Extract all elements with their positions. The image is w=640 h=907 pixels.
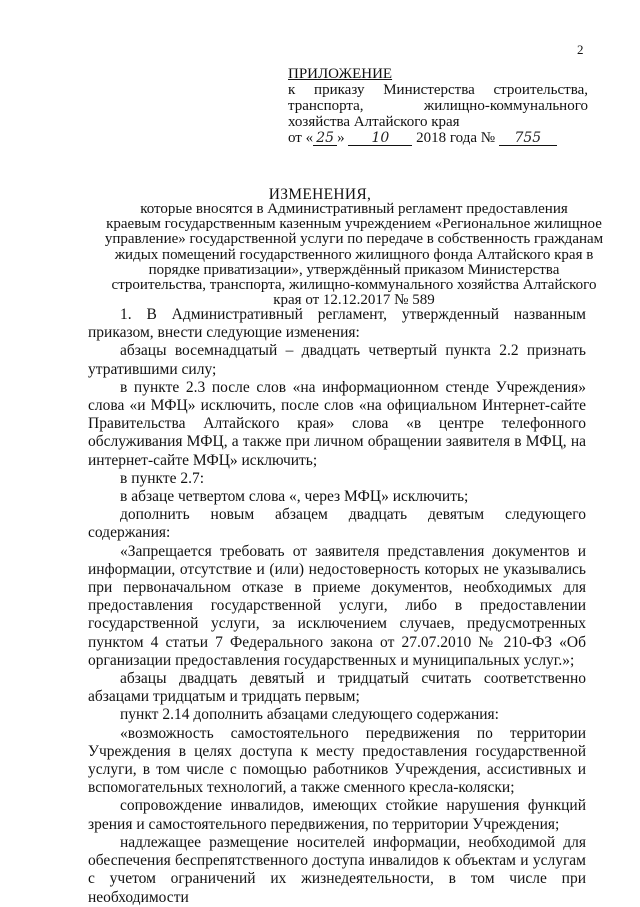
date-prefix: от « xyxy=(288,130,314,146)
paragraph: 1. В Административный регламент, утвержденный названным приказом, внести следующие изменения: xyxy=(88,306,586,342)
paragraph: в абзаце четвертом слова «, через МФЦ» исключить; xyxy=(120,488,469,506)
paragraph: «Запрещается требовать от заявителя представления документов и информации, отсутствие и (или) недостоверность которых не указывались при первоначальном отказе в приеме документов, необходимых для предоставления государственной услуги, либо в предоставлении государственной услуги, за исключением случаев, предусмотренных пунктом 4 статьи 7 Федерального закона от 27.07.2010 № 210-ФЗ «Об организации предоставления государственных и муниципальных услуг.»; xyxy=(88,542,586,669)
paragraph: в пункте 2.7: xyxy=(120,469,205,487)
heading-line: жидых помещений государственного жилищного фонда Алтайского края в xyxy=(114,246,594,263)
appendix-region-line: хозяйства Алтайского края xyxy=(288,114,460,130)
document-heading xyxy=(88,202,620,308)
paragraph: пункт 2.14 дополнить абзацами следующего содержания: xyxy=(120,706,499,724)
heading-line: краевым государственным казенным учреждением «Региональное жилищное xyxy=(106,216,602,233)
appendix-block xyxy=(288,66,588,146)
paragraph: дополнить новым абзацем двадцать девятым следующего содержания: xyxy=(88,506,586,542)
date-mid: » xyxy=(337,130,349,146)
handwritten-month: 10 xyxy=(348,131,412,146)
heading-line: края от 12.12.2017 № 589 xyxy=(273,292,435,309)
document-body xyxy=(88,306,586,907)
date-suffix: 2018 года № xyxy=(412,130,499,146)
heading-line: порядке приватизации», утверждённый приказом Министерства xyxy=(148,261,560,278)
changes-title: ИЗМЕНЕНИЯ, xyxy=(268,186,372,203)
appendix-ministry-line: транспорта, жилищно-коммунального xyxy=(288,98,588,114)
appendix-date-line xyxy=(288,130,588,146)
paragraph: абзацы восемнадцатый – двадцать четвертый пункта 2.2 признать утратившими силу; xyxy=(88,342,586,378)
paragraph: абзацы двадцать девятый и тридцатый считать соответственно абзацами тридцатым и тридцать первым; xyxy=(88,670,586,706)
paragraph: «возможность самостоятельного передвижения по территории Учреждения в целях доступа к месту предоставления государственной услуги, в том числе с помощью работников Учреждения, ассистивных и вспомогательных технологий, а также сменного кресла-коляски; xyxy=(88,724,586,797)
heading-line: управление» государственной услуги по передаче в собственность гражданам xyxy=(104,231,604,248)
appendix-order-line: к приказу Министерства строительства, xyxy=(288,82,588,98)
paragraph: надлежащее размещение носителей информации, необходимой для обеспечения беспрепятственного доступа инвалидов к объектам и услугам с учетом ограничений их жизнедеятельности, в том числе при необходимости xyxy=(88,833,586,906)
appendix-title: ПРИЛОЖЕНИЕ xyxy=(288,66,393,82)
paragraph: в пункте 2.3 после слов «на информационном стенде Учреждения» слова «и МФЦ» исключить, после слов «на официальном Интернет-сайте Правительства Алтайского края» слова «в центре телефонного обслуживания МФЦ, а также при личном обращении заявителя в МФЦ, на интернет-сайте МФЦ» исключить; xyxy=(88,378,586,469)
paragraph: сопровождение инвалидов, имеющих стойкие нарушения функций зрения и самостоятельного передвижения, по территории Учреждения; xyxy=(88,797,586,833)
handwritten-day: 25 xyxy=(313,131,337,146)
heading-line: строительства, транспорта, жилищно-коммунального хозяйства Алтайского xyxy=(111,277,597,294)
heading-line: которые вносятся в Административный регламент предоставления xyxy=(140,201,568,217)
handwritten-order-number: 755 xyxy=(499,131,557,146)
page-number: 2 xyxy=(577,42,584,57)
